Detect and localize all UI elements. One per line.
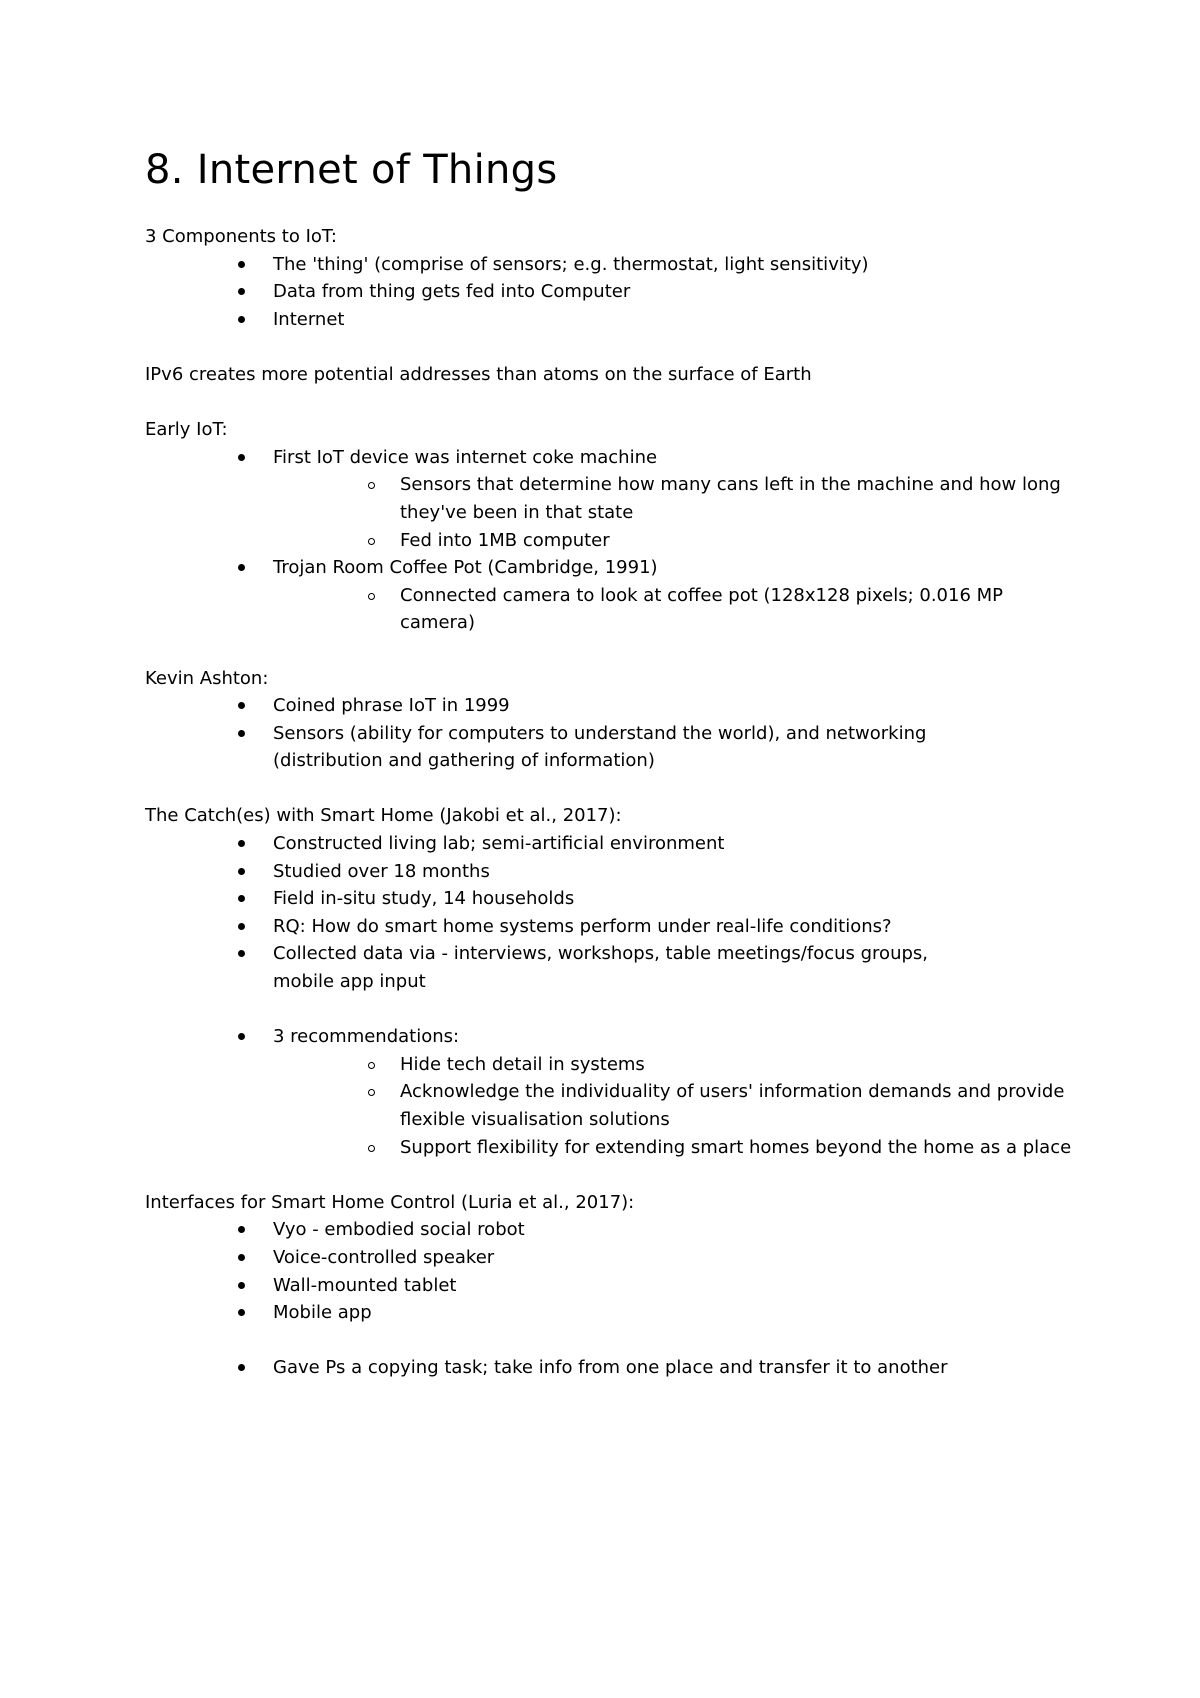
sub-list-item: Sensors that determine how many cans left in the machine and how long they've been in that state bbox=[400, 471, 1080, 526]
section-heading-kevin-ashton: Kevin Ashton: bbox=[145, 667, 269, 689]
section-heading-components: 3 Components to IoT: bbox=[145, 226, 337, 247]
document-body bbox=[145, 223, 1095, 1382]
spacer bbox=[145, 637, 1095, 665]
ipv6-paragraph: IPv6 creates more potential addresses than atoms on the surface of Earth bbox=[145, 363, 812, 385]
sub-list-item: Hide tech detail in systems bbox=[400, 1051, 1095, 1079]
list-item bbox=[273, 444, 1095, 554]
list-item: Gave Ps a copying task; take info from one place and transfer it to another bbox=[273, 1354, 1073, 1382]
catches-list bbox=[145, 830, 1095, 1161]
list-item: Data from thing gets fed into Computer bbox=[273, 278, 1095, 306]
list-item: Coined phrase IoT in 1999 bbox=[273, 692, 1095, 720]
spacer bbox=[145, 775, 1095, 803]
list-item: Field in-situ study, 14 households bbox=[273, 885, 1095, 913]
sub-list-item: Acknowledge the individuality of users' information demands and provide flexible visualisation solutions bbox=[400, 1078, 1080, 1133]
early-iot-list bbox=[145, 444, 1095, 637]
list-item bbox=[273, 1023, 1095, 1161]
spacer bbox=[145, 389, 1095, 417]
list-item: The 'thing' (comprise of sensors; e.g. thermostat, light sensitivity) bbox=[273, 251, 1095, 279]
list-item: Constructed living lab; semi-artificial environment bbox=[273, 830, 1095, 858]
list-item-text: Trojan Room Coffee Pot (Cambridge, 1991) bbox=[273, 557, 658, 579]
interfaces-list bbox=[145, 1216, 1095, 1382]
list-item: Wall-mounted tablet bbox=[273, 1272, 1095, 1300]
sub-list-item: Support flexibility for extending smart homes beyond the home as a place bbox=[400, 1134, 1080, 1162]
spacer bbox=[145, 1161, 1095, 1189]
list-item: Vyo - embodied social robot bbox=[273, 1216, 1095, 1244]
list-item: Studied over 18 months bbox=[273, 858, 1095, 886]
list-item bbox=[273, 554, 1095, 637]
section-heading-catches: The Catch(es) with Smart Home (Jakobi et al., 2017): bbox=[145, 805, 622, 827]
list-item: RQ: How do smart home systems perform under real-life conditions? bbox=[273, 913, 1095, 941]
sub-list bbox=[273, 471, 1095, 554]
section-heading-interfaces: Interfaces for Smart Home Control (Luria et al., 2017): bbox=[145, 1191, 635, 1213]
list-item: Mobile app bbox=[273, 1299, 1095, 1327]
section-heading-early-iot: Early IoT: bbox=[145, 419, 228, 441]
sub-list bbox=[273, 1051, 1095, 1161]
spacer bbox=[145, 333, 1095, 361]
list-item-text: First IoT device was internet coke machine bbox=[273, 446, 658, 468]
list-item: Internet bbox=[273, 306, 1095, 334]
page-title: 8. Internet of Things bbox=[145, 147, 558, 193]
list-item: Collected data via - interviews, workshops, table meetings/focus groups, mobile app input bbox=[273, 940, 953, 995]
kevin-ashton-list bbox=[145, 692, 1095, 775]
sub-list-item: Connected camera to look at coffee pot (128x128 pixels; 0.016 MP camera) bbox=[400, 582, 1080, 637]
components-list bbox=[145, 251, 1095, 334]
list-item: Voice-controlled speaker bbox=[273, 1244, 1095, 1272]
sub-list-item: Fed into 1MB computer bbox=[400, 527, 1095, 555]
list-item: Sensors (ability for computers to understand the world), and networking (distribution and gathering of information) bbox=[273, 720, 953, 775]
sub-list bbox=[273, 582, 1095, 637]
list-item-text: 3 recommendations: bbox=[273, 1026, 460, 1048]
